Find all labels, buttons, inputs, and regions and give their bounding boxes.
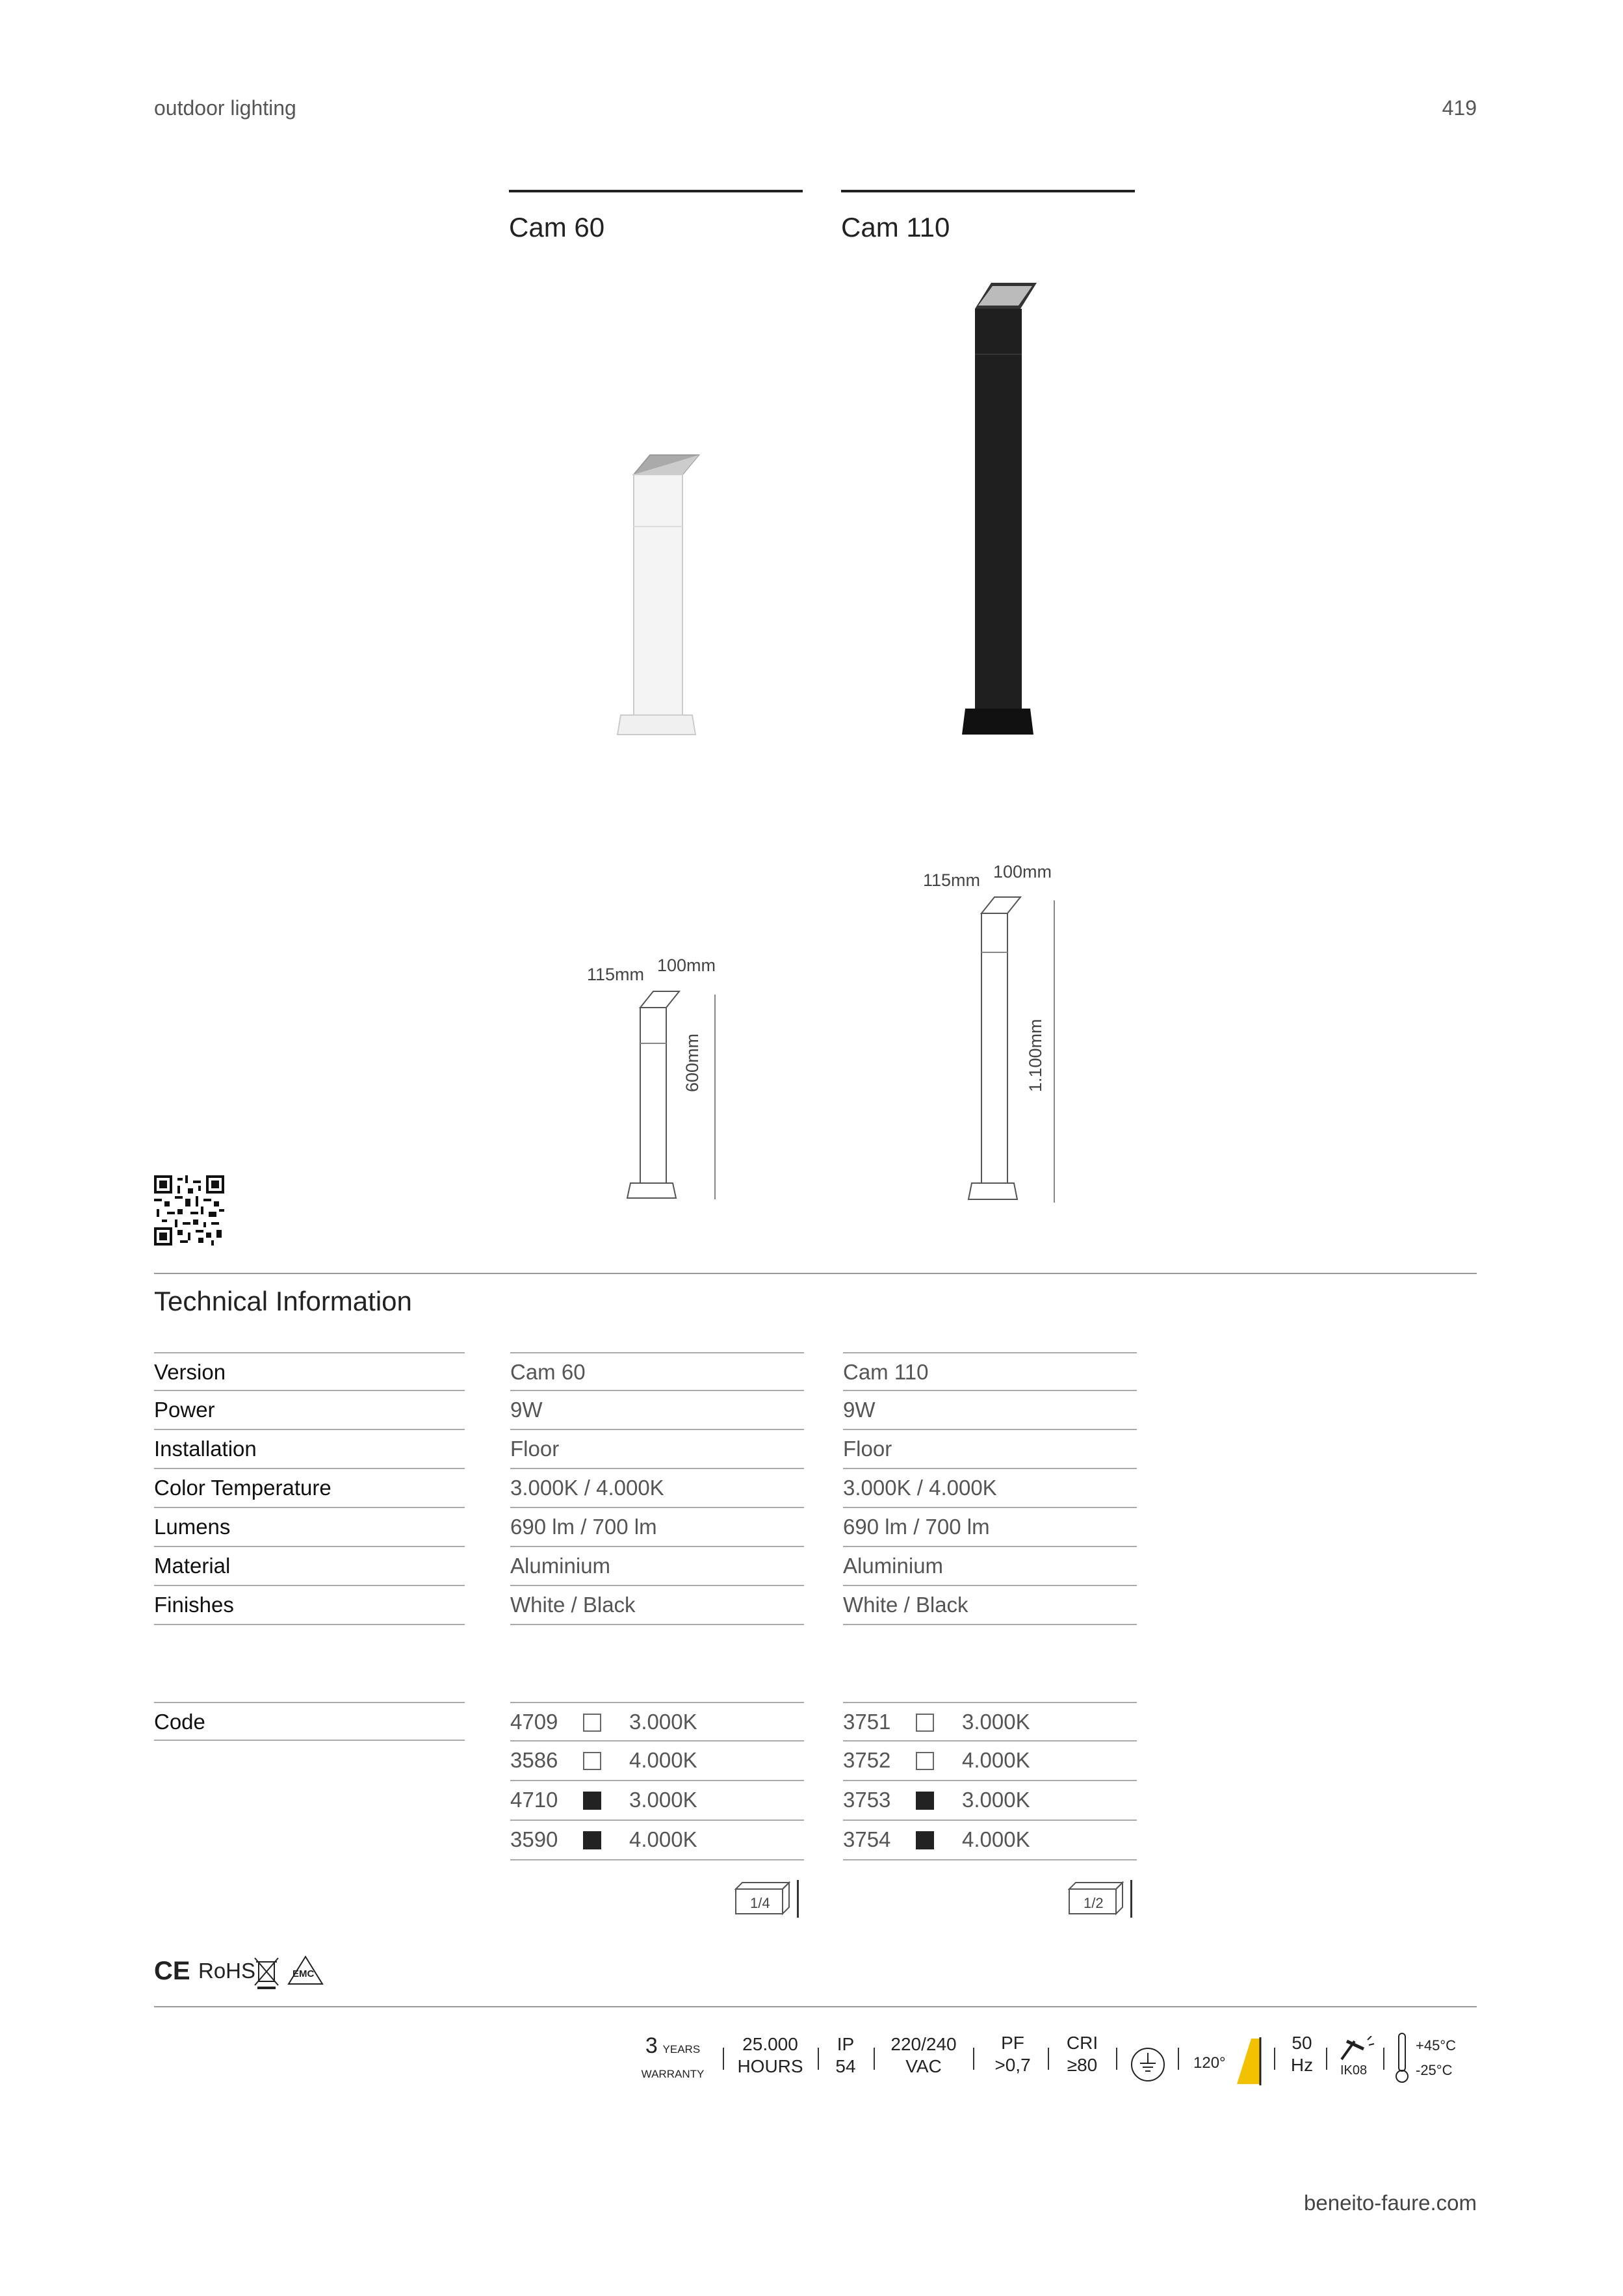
code-row-cam60 (510, 1702, 804, 1742)
beam-angle: 120° (1193, 2054, 1226, 2072)
tech-value-cam60: Cam 60 (510, 1352, 804, 1391)
emc-label: EMC (292, 1968, 315, 1979)
rohs-mark: RoHS (198, 1959, 256, 1983)
code-number: 3751 (843, 1710, 891, 1734)
tech-value-cam110: Cam 110 (843, 1352, 1137, 1391)
code-row-cam60 (510, 1781, 804, 1821)
frequency (1284, 2032, 1320, 2076)
ip-rating (824, 2033, 867, 2078)
tech-value-cam60: White / Black (510, 1586, 804, 1625)
dimension-drawing-cam60 (624, 985, 721, 1206)
code-number: 4709 (510, 1710, 558, 1734)
page-number: 419 (1442, 96, 1477, 120)
spec-separator (1116, 2048, 1117, 2070)
code-number: 3754 (843, 1827, 891, 1851)
spec-separator (818, 2048, 819, 2070)
code-number: 3586 (510, 1748, 558, 1772)
tech-label: Color Temperature (154, 1469, 465, 1508)
finish-swatch-black (583, 1792, 601, 1810)
lifetime-hours (731, 2033, 809, 2078)
tech-label: Power (154, 1391, 465, 1430)
code-temp: 3.000K (629, 1788, 697, 1812)
spec-separator (1326, 2048, 1327, 2070)
finish-swatch-white (583, 1752, 601, 1770)
code-number: 3753 (843, 1788, 891, 1812)
finish-swatch-black (916, 1831, 934, 1849)
tech-value-cam60: Aluminium (510, 1547, 804, 1586)
ce-mark: CE (154, 1957, 190, 1985)
product-rule-cam60 (509, 190, 803, 192)
tech-label: Material (154, 1547, 465, 1586)
dim-height-cam110: 1.100mm (1026, 1019, 1045, 1092)
website-link[interactable]: beneito-faure.com (1304, 2191, 1477, 2215)
code-row-cam110 (843, 1821, 1137, 1860)
code-row-cam110 (843, 1781, 1137, 1821)
warranty-badge (634, 2035, 712, 2085)
finish-swatch-white (916, 1752, 934, 1770)
package-quantity-cam60: 1/4 (750, 1895, 770, 1911)
technical-title: Technical Information (154, 1286, 412, 1316)
hours-label: HOURS (737, 2056, 803, 2076)
hours-value: 25.000 (742, 2034, 798, 2054)
spec-separator (874, 2048, 875, 2070)
pf-value: >0,7 (994, 2055, 1031, 2075)
tech-value-cam110: Floor (843, 1430, 1137, 1469)
ip-label: IP (837, 2034, 855, 2054)
spec-separator (1178, 2048, 1179, 2070)
finish-swatch-white (583, 1714, 601, 1732)
temp-min: -25°C (1416, 2062, 1453, 2078)
code-row-cam60 (510, 1742, 804, 1781)
code-temp: 3.000K (962, 1710, 1030, 1734)
product-title-cam110: Cam 110 (841, 212, 950, 242)
tech-label: Version (154, 1352, 465, 1391)
tech-value-cam60: 9W (510, 1391, 804, 1430)
warranty-years: 3 (645, 2033, 658, 2058)
code-label: Code (154, 1702, 465, 1741)
code-temp: 4.000K (629, 1827, 697, 1851)
product-image-cam110 (955, 276, 1046, 744)
cri-value: ≥80 (1067, 2055, 1098, 2075)
finish-swatch-black (916, 1792, 934, 1810)
spec-separator (723, 2048, 724, 2070)
tech-label: Installation (154, 1430, 465, 1469)
temperature-range (1416, 2033, 1456, 2083)
thermometer-icon (1394, 2032, 1410, 2084)
dim-width-cam60: 115mm (587, 965, 645, 984)
qr-code[interactable] (154, 1175, 224, 1246)
code-temp: 3.000K (629, 1710, 697, 1734)
finish-swatch-white (916, 1714, 934, 1732)
code-temp: 4.000K (962, 1748, 1030, 1772)
product-title-cam60: Cam 60 (509, 212, 605, 242)
warranty-label: WARRANTY (641, 2068, 705, 2080)
section-divider (154, 1273, 1477, 1274)
section-label: outdoor lighting (154, 96, 296, 120)
hammer-impact-icon (1338, 2036, 1375, 2062)
dim-depth-cam110: 100mm (993, 862, 1052, 881)
tech-value-cam110: Aluminium (843, 1547, 1137, 1586)
voltage (881, 2033, 966, 2078)
voltage-unit: VAC (905, 2056, 942, 2076)
spec-separator (973, 2048, 974, 2070)
dim-depth-cam60: 100mm (657, 956, 716, 975)
dim-width-cam110: 115mm (923, 870, 981, 890)
cri-rating (1054, 2032, 1110, 2076)
ip-value: 54 (835, 2056, 856, 2076)
dim-height-cam60: 600mm (682, 1033, 702, 1092)
code-temp: 4.000K (962, 1827, 1030, 1851)
beam-angle-icon (1232, 2035, 1263, 2087)
finish-swatch-black (583, 1831, 601, 1849)
code-row-cam60 (510, 1821, 804, 1860)
code-number: 3752 (843, 1748, 891, 1772)
spec-separator (1274, 2048, 1275, 2070)
freq-unit: Hz (1290, 2055, 1314, 2075)
tech-value-cam110: 9W (843, 1391, 1137, 1430)
tech-value-cam110: 690 lm / 700 lm (843, 1508, 1137, 1547)
code-number: 3590 (510, 1827, 558, 1851)
tech-label: Finishes (154, 1586, 465, 1625)
tech-value-cam110: White / Black (843, 1586, 1137, 1625)
freq-value: 50 (1292, 2033, 1312, 2053)
code-row-cam110 (843, 1702, 1137, 1742)
spec-separator (1048, 2048, 1049, 2070)
code-temp: 4.000K (629, 1748, 697, 1772)
code-temp: 3.000K (962, 1788, 1030, 1812)
product-image-cam60 (611, 449, 702, 741)
code-row-cam110 (843, 1742, 1137, 1781)
tech-value-cam60: 690 lm / 700 lm (510, 1508, 804, 1547)
product-rule-cam110 (841, 190, 1135, 192)
power-factor (981, 2032, 1044, 2076)
weee-bin-icon (253, 1955, 279, 1989)
tech-label: Lumens (154, 1508, 465, 1547)
package-quantity-cam110: 1/2 (1084, 1895, 1104, 1911)
spec-divider (154, 2006, 1477, 2007)
temp-max: +45°C (1416, 2037, 1457, 2054)
cri-label: CRI (1066, 2033, 1098, 2053)
warranty-unit: YEARS (662, 2043, 701, 2055)
tech-value-cam60: Floor (510, 1430, 804, 1469)
earth-ground-icon (1130, 2046, 1166, 2083)
voltage-value: 220/240 (890, 2034, 957, 2054)
code-number: 4710 (510, 1788, 558, 1812)
pf-label: PF (1001, 2033, 1024, 2053)
ik-rating: IK08 (1340, 2063, 1368, 2078)
spec-separator (1383, 2048, 1384, 2070)
tech-value-cam60: 3.000K / 4.000K (510, 1469, 804, 1508)
tech-value-cam110: 3.000K / 4.000K (843, 1469, 1137, 1508)
